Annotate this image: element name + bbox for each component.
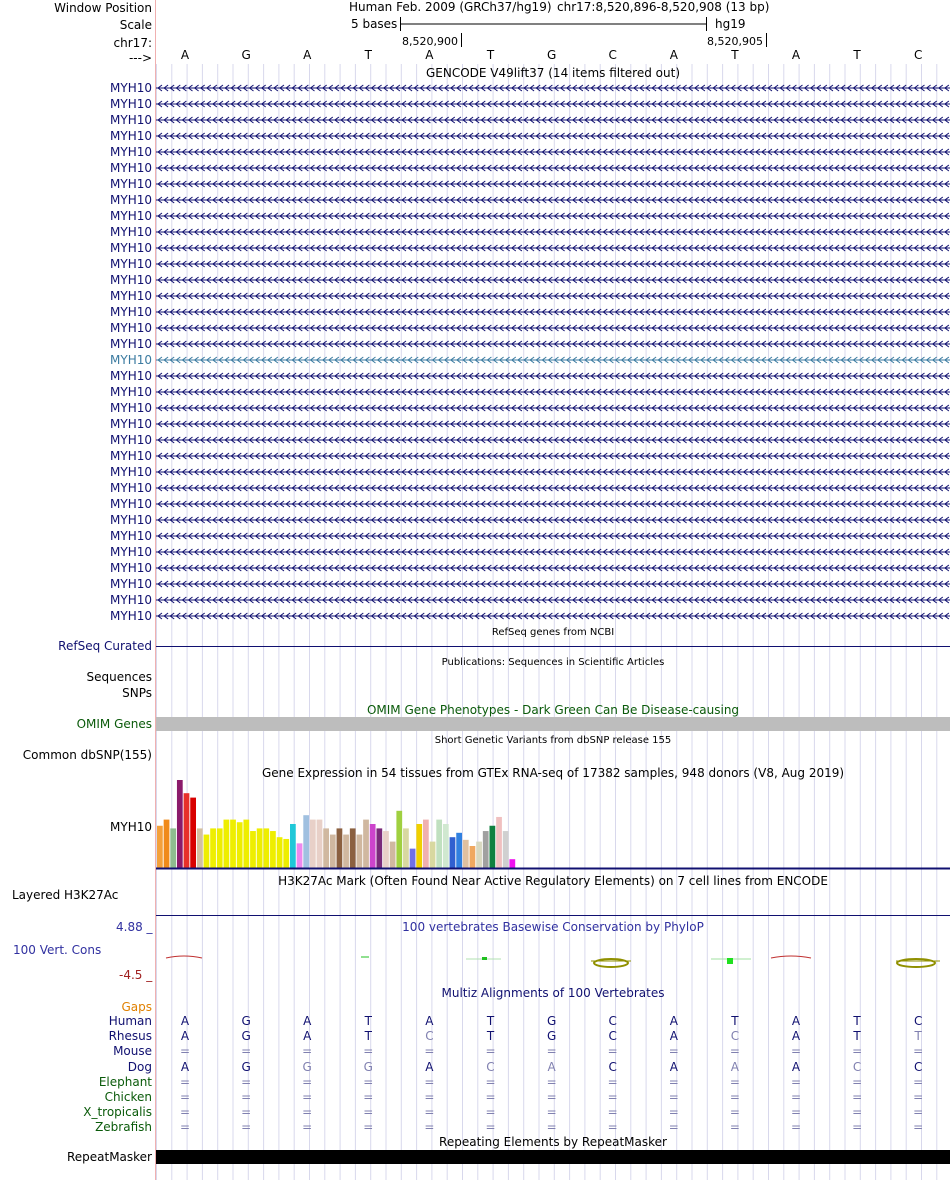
gtex-tissue-bar — [357, 835, 363, 868]
gencode-transcript-label[interactable]: MYH10 — [110, 209, 152, 223]
scale-bases-text: 5 bases — [351, 17, 398, 31]
aligned-base: A — [669, 1059, 678, 1074]
gencode-transcript-intron[interactable] — [156, 595, 950, 605]
coord-tick-1: 8,520,900 — [402, 35, 458, 48]
gencode-transcript-label[interactable]: MYH10 — [110, 417, 152, 431]
gtex-tissue-bar — [456, 833, 462, 868]
reference-base: T — [364, 48, 372, 62]
chrom-label: chr17: — [113, 36, 152, 50]
aligned-base: = — [241, 1074, 252, 1089]
gencode-transcript-intron[interactable] — [156, 579, 950, 589]
aligned-base: T — [364, 1029, 372, 1044]
gtex-tissue-bar — [257, 828, 263, 868]
dbsnp-track-label[interactable]: Common dbSNP(155) — [22, 748, 152, 762]
gtex-tissue-bar — [270, 831, 276, 868]
gtex-tissue-bar — [496, 817, 502, 868]
aligned-base: T — [486, 1014, 495, 1028]
gtex-tissue-bar — [263, 828, 269, 868]
aligned-base: = — [485, 1120, 496, 1135]
gencode-transcript-label[interactable]: MYH10 — [110, 177, 152, 191]
aligned-base: = — [607, 1120, 618, 1135]
multiz-track-title[interactable]: Multiz Alignments of 100 Vertebrates — [441, 986, 665, 1000]
multiz-gaps-label[interactable]: Gaps — [121, 1000, 152, 1014]
gtex-tissue-bar — [483, 831, 489, 868]
aligned-base: G — [302, 1059, 312, 1074]
db-text: hg19 — [715, 17, 746, 31]
h3k27ac-baseline — [156, 915, 950, 916]
gencode-transcript-intron[interactable] — [156, 115, 950, 125]
publications-sequences-label[interactable]: Sequences — [86, 670, 152, 684]
aligned-base: = — [424, 1074, 435, 1089]
aligned-base: A — [180, 1059, 190, 1074]
aligned-base: = — [913, 1120, 924, 1135]
gtex-tissue-bar — [503, 831, 509, 868]
aligned-base: = — [179, 1044, 191, 1059]
aligned-base: C — [608, 1059, 617, 1074]
reference-base: G — [546, 48, 557, 62]
gtex-tissue-bar — [403, 828, 409, 868]
gtex-tissue-bar — [243, 820, 249, 868]
multiz-species-label[interactable]: Rhesus — [108, 1029, 152, 1044]
reference-base: A — [791, 48, 801, 62]
reference-base: C — [608, 48, 617, 62]
reference-base: A — [425, 48, 434, 62]
aligned-base: = — [668, 1074, 679, 1089]
scale-bar — [398, 15, 710, 33]
gencode-transcript-label[interactable]: MYH10 — [110, 193, 152, 207]
dbsnp-track-title[interactable]: Short Genetic Variants from dbSNP release 155 — [434, 735, 672, 746]
gencode-transcript-label[interactable]: MYH10 — [110, 385, 152, 399]
gencode-transcript-label[interactable]: MYH10 — [110, 273, 152, 287]
gencode-transcript-label[interactable]: MYH10 — [110, 497, 152, 511]
aligned-base: C — [913, 1059, 923, 1074]
aligned-base: = — [546, 1090, 557, 1104]
gtex-tissue-bar — [423, 820, 429, 868]
aligned-base: A — [791, 1059, 801, 1074]
omim-track-title[interactable]: OMIM Gene Phenotypes - Dark Green Can Be Disease-causing — [366, 703, 740, 717]
aligned-base: = — [913, 1044, 924, 1059]
aligned-base: G — [363, 1059, 373, 1074]
phylop-positive-mark — [727, 958, 733, 964]
gtex-tissue-bar — [470, 846, 476, 868]
gtex-tissue-bar — [363, 820, 369, 868]
gtex-tissue-bar — [164, 820, 170, 868]
gencode-transcript-intron[interactable] — [156, 83, 950, 93]
aligned-base: A — [791, 1014, 801, 1028]
publications-snps-label[interactable]: SNPs — [122, 686, 152, 700]
reference-base: T — [486, 48, 495, 62]
aligned-base: C — [425, 1029, 434, 1044]
aligned-base: A — [303, 1029, 312, 1044]
gencode-transcript-intron[interactable] — [156, 419, 950, 429]
multiz-species-label[interactable]: Zebrafish — [95, 1120, 152, 1135]
reference-base: G — [241, 48, 251, 62]
aligned-base: = — [485, 1044, 496, 1059]
gencode-transcript-intron[interactable] — [156, 307, 950, 317]
gencode-transcript-label[interactable]: MYH10 — [110, 529, 152, 543]
gtex-tissue-bar — [277, 837, 283, 868]
reference-base: A — [669, 48, 678, 62]
refseq-track-title[interactable]: RefSeq genes from NCBI — [491, 627, 615, 638]
aligned-base: = — [546, 1105, 557, 1120]
gencode-transcript-intron[interactable] — [156, 371, 950, 381]
aligned-base: = — [790, 1044, 802, 1059]
gencode-transcript-label[interactable]: MYH10 — [110, 369, 152, 383]
aligned-base: T — [364, 1014, 372, 1028]
reference-base: T — [853, 48, 861, 62]
gencode-transcript-label[interactable]: MYH10 — [110, 513, 152, 527]
gtex-tissue-bar — [224, 820, 230, 868]
refseq-gene-line[interactable] — [156, 646, 950, 647]
gencode-transcript-intron[interactable] — [156, 611, 950, 621]
aligned-base: = — [179, 1105, 191, 1120]
gencode-transcript-intron[interactable] — [156, 499, 950, 509]
gencode-transcript-intron[interactable] — [156, 339, 950, 349]
aligned-base: = — [424, 1090, 435, 1104]
aligned-base: = — [363, 1090, 374, 1104]
gencode-transcript-label[interactable]: MYH10 — [110, 225, 152, 239]
aligned-base: = — [363, 1074, 374, 1089]
aligned-base: T — [914, 1029, 922, 1044]
aligned-base: G — [241, 1059, 251, 1074]
gtex-tissue-bar — [317, 820, 323, 868]
gencode-transcript-intron[interactable] — [156, 563, 950, 573]
aligned-base: G — [546, 1014, 557, 1028]
gtex-tissue-bar — [217, 828, 223, 868]
aligned-base: = — [913, 1105, 924, 1120]
gtex-tissue-bar — [476, 842, 482, 868]
gtex-tissue-bar — [157, 826, 163, 868]
omim-gene-bar[interactable] — [156, 717, 950, 731]
aligned-base: G — [546, 1029, 557, 1044]
position-text: chr17:8,520,896-8,520,908 (13 bp) — [557, 0, 770, 14]
gencode-transcript-intron[interactable] — [156, 243, 950, 253]
aligned-base: = — [852, 1090, 863, 1104]
gtex-tissue-bar — [190, 798, 196, 868]
phylop-conservation-glyphs — [156, 948, 950, 976]
gencode-transcript-label[interactable]: MYH10 — [110, 257, 152, 271]
aligned-base: = — [668, 1120, 679, 1135]
multiz-species-label[interactable]: Elephant — [98, 1074, 152, 1089]
gencode-transcript-label[interactable]: MYH10 — [110, 401, 152, 415]
aligned-base: T — [853, 1014, 861, 1028]
aligned-base: = — [179, 1090, 191, 1104]
gencode-transcript-intron[interactable] — [156, 387, 950, 397]
gtex-tissue-bar — [509, 859, 515, 868]
gencode-transcript-label[interactable]: MYH10 — [110, 321, 152, 335]
aligned-base: = — [241, 1044, 252, 1059]
aligned-base: = — [607, 1090, 618, 1104]
aligned-base: A — [425, 1014, 434, 1028]
gencode-transcript-intron[interactable] — [156, 467, 950, 477]
gtex-tissue-bar — [303, 815, 309, 868]
gtex-tissue-bar — [376, 828, 382, 868]
gtex-tissue-bar — [350, 828, 356, 868]
aligned-base: A — [180, 1029, 190, 1044]
aligned-base: = — [607, 1105, 618, 1120]
publications-track-title[interactable]: Publications: Sequences in Scientific Articles — [441, 657, 665, 668]
multiz-species-label[interactable]: Human — [108, 1014, 152, 1028]
aligned-base: C — [852, 1059, 862, 1074]
aligned-base: C — [913, 1014, 923, 1028]
gencode-track-title[interactable]: GENCODE V49lift37 (14 items filtered out) — [425, 66, 680, 80]
aligned-base: T — [731, 1014, 739, 1028]
gencode-transcript-intron[interactable] — [156, 275, 950, 285]
image-divider-line — [155, 0, 156, 1180]
aligned-base: C — [608, 1014, 617, 1028]
gencode-transcript-intron[interactable] — [156, 451, 950, 461]
aligned-base: = — [790, 1090, 802, 1104]
repeatmasker-track-label[interactable]: RepeatMasker — [66, 1150, 152, 1164]
gencode-transcript-label[interactable]: MYH10 — [110, 561, 152, 575]
phylop-track-label[interactable]: 100 Vert. Cons — [13, 943, 102, 957]
multiz-species-label[interactable]: X_tropicalis — [83, 1105, 152, 1120]
gencode-transcript-label[interactable]: MYH10 — [110, 449, 152, 463]
aligned-base: = — [363, 1120, 374, 1135]
gencode-transcript-intron[interactable] — [156, 195, 950, 205]
aligned-base: A — [303, 1014, 312, 1028]
gencode-transcript-label[interactable]: MYH10 — [110, 145, 152, 159]
gencode-transcript-intron[interactable] — [156, 227, 950, 237]
gencode-transcript-label[interactable]: MYH10 — [110, 337, 152, 351]
aligned-base: = — [852, 1044, 863, 1059]
gencode-transcript-label[interactable]: MYH10 — [110, 465, 152, 479]
aligned-base: G — [241, 1014, 251, 1028]
aligned-base: = — [607, 1074, 618, 1089]
gencode-transcript-intron[interactable] — [156, 547, 950, 557]
gtex-tissue-bar — [416, 824, 422, 868]
gtex-tissue-bar — [177, 780, 183, 868]
coord-tick-2: 8,520,905 — [707, 35, 763, 48]
gencode-transcript-label[interactable]: MYH10 — [110, 609, 152, 623]
aligned-base: = — [302, 1074, 313, 1089]
aligned-base: = — [485, 1090, 496, 1104]
gtex-tissue-bar — [330, 835, 336, 868]
gencode-transcript-label[interactable]: MYH10 — [110, 81, 152, 95]
aligned-base: C — [486, 1059, 495, 1074]
aligned-base: = — [363, 1105, 374, 1120]
aligned-base: = — [913, 1074, 924, 1089]
gencode-transcript-intron[interactable] — [156, 403, 950, 413]
aligned-base: = — [790, 1120, 802, 1135]
window-position-label: Window Position — [54, 1, 152, 15]
gencode-transcript-intron[interactable] — [156, 179, 950, 189]
gencode-transcript-label[interactable]: MYH10 — [110, 129, 152, 143]
refseq-track-label[interactable]: RefSeq Curated — [58, 639, 152, 653]
multiz-species-label[interactable]: Chicken — [104, 1090, 152, 1104]
aligned-base: = — [302, 1090, 313, 1104]
gtex-tissue-bar — [250, 831, 256, 868]
aligned-base: = — [302, 1120, 313, 1135]
gtex-tissue-bar — [197, 828, 203, 868]
gtex-tissue-bar — [343, 835, 349, 868]
aligned-base: = — [913, 1090, 924, 1104]
gtex-tissue-bar — [290, 824, 296, 868]
aligned-base: G — [241, 1029, 251, 1044]
multiz-species-label[interactable]: Mouse — [113, 1044, 152, 1059]
phylop-max-label: 4.88 _ — [116, 920, 153, 934]
phylop-mark — [897, 959, 935, 967]
aligned-base: = — [607, 1044, 618, 1059]
aligned-base: = — [790, 1105, 802, 1120]
aligned-base: = — [729, 1090, 740, 1104]
gencode-transcript-label[interactable]: MYH10 — [110, 545, 152, 559]
strand-toggle[interactable]: ---> — [128, 51, 152, 65]
aligned-base: = — [668, 1090, 679, 1104]
aligned-base: A — [730, 1059, 739, 1074]
assembly-title: Human Feb. 2009 (GRCh37/hg19) — [349, 0, 552, 14]
omim-track-label[interactable]: OMIM Genes — [76, 717, 152, 731]
gencode-transcript-label[interactable]: MYH10 — [110, 97, 152, 111]
gtex-tissue-bar — [310, 820, 316, 868]
aligned-base: = — [302, 1105, 313, 1120]
repeatmasker-element-bar[interactable] — [156, 1150, 950, 1164]
aligned-base: T — [486, 1029, 495, 1044]
gencode-transcript-intron[interactable] — [156, 323, 950, 333]
aligned-base: = — [179, 1074, 191, 1089]
aligned-base: = — [302, 1044, 313, 1059]
gtex-tissue-bar — [210, 828, 216, 868]
gencode-transcript-label[interactable]: MYH10 — [110, 481, 152, 495]
coord-tick-1-mark — [461, 33, 462, 47]
aligned-base: = — [546, 1074, 557, 1089]
gtex-tissue-bar — [370, 824, 376, 868]
aligned-base: = — [546, 1044, 557, 1059]
aligned-base: = — [668, 1044, 679, 1059]
multiz-species-label[interactable]: Dog — [127, 1059, 152, 1074]
gtex-expression-chart[interactable] — [156, 778, 950, 870]
gtex-track-title[interactable]: Gene Expression in 54 tissues from GTEx RNA-seq of 17382 samples, 948 donors (V8, Aug 2019) — [261, 766, 845, 780]
gencode-transcript-intron[interactable] — [156, 99, 950, 109]
gencode-transcript-label[interactable]: MYH10 — [110, 241, 152, 255]
aligned-base: = — [363, 1044, 374, 1059]
gtex-tissue-bar — [297, 843, 303, 868]
gencode-transcript-intron[interactable] — [156, 531, 950, 541]
phylop-mark — [594, 959, 628, 967]
gtex-tissue-bar — [443, 824, 449, 868]
coord-tick-2-mark — [766, 33, 767, 47]
gencode-transcript-intron[interactable] — [156, 515, 950, 525]
aligned-base: = — [241, 1090, 252, 1104]
gencode-transcript-label[interactable]: MYH10 — [110, 433, 152, 447]
gtex-tissue-bar — [184, 793, 190, 868]
gencode-transcript-intron[interactable] — [156, 259, 950, 269]
aligned-base: = — [485, 1074, 496, 1089]
gtex-tissue-bar — [396, 811, 402, 868]
scale-label: Scale — [119, 18, 152, 32]
phylop-positive-mark — [482, 957, 487, 960]
aligned-base: = — [424, 1044, 435, 1059]
gtex-tissue-bar — [283, 839, 289, 868]
gencode-transcript-label[interactable]: MYH10 — [110, 353, 152, 367]
gtex-tissue-bar — [450, 837, 456, 868]
aligned-base: = — [424, 1105, 435, 1120]
aligned-base: = — [241, 1120, 252, 1135]
gtex-tissue-bar — [490, 826, 496, 868]
reference-base: A — [303, 48, 312, 62]
phylop-negative-mark — [166, 956, 202, 958]
gencode-transcript-intron[interactable] — [156, 163, 950, 173]
gtex-tissue-bar — [230, 820, 236, 868]
aligned-base: A — [180, 1014, 190, 1028]
gtex-tissue-bar — [463, 840, 469, 868]
gencode-transcript-label[interactable]: MYH10 — [110, 593, 152, 607]
base-gridlines — [156, 0, 950, 1180]
gencode-transcript-intron[interactable] — [156, 211, 950, 221]
aligned-base: = — [729, 1120, 740, 1135]
aligned-base: = — [485, 1105, 496, 1120]
gtex-tissue-bar — [170, 828, 176, 868]
gencode-transcript-intron[interactable] — [156, 355, 950, 365]
gtex-track-label[interactable]: MYH10 — [110, 820, 152, 834]
gencode-transcript-label[interactable]: MYH10 — [110, 305, 152, 319]
aligned-base: A — [547, 1059, 556, 1074]
aligned-base: = — [852, 1120, 863, 1135]
aligned-base: A — [669, 1029, 678, 1044]
aligned-base: A — [669, 1014, 678, 1028]
aligned-base: C — [608, 1029, 617, 1044]
aligned-base: = — [546, 1120, 557, 1135]
gencode-transcript-intron[interactable] — [156, 131, 950, 141]
gencode-transcript-label[interactable]: MYH10 — [110, 113, 152, 127]
aligned-base: A — [425, 1059, 434, 1074]
gtex-tissue-bar — [430, 842, 436, 868]
gtex-tissue-bar — [337, 828, 343, 868]
gtex-tissue-bar — [237, 822, 243, 868]
aligned-base: = — [241, 1105, 252, 1120]
aligned-base: = — [179, 1120, 191, 1135]
aligned-base: = — [668, 1105, 679, 1120]
phylop-track-title[interactable]: 100 vertebrates Basewise Conservation by PhyloP — [402, 920, 704, 934]
aligned-base: = — [424, 1120, 435, 1135]
gencode-transcript-label[interactable]: MYH10 — [110, 161, 152, 175]
aligned-base: = — [729, 1074, 740, 1089]
aligned-base: A — [791, 1029, 801, 1044]
gencode-transcript-intron[interactable] — [156, 291, 950, 301]
gencode-transcript-label[interactable]: MYH10 — [110, 289, 152, 303]
gtex-tissue-bar — [383, 831, 389, 868]
repeatmasker-track-title[interactable]: Repeating Elements by RepeatMasker — [439, 1135, 667, 1149]
gencode-transcript-intron[interactable] — [156, 147, 950, 157]
gtex-tissue-bar — [323, 828, 329, 868]
aligned-base: C — [730, 1029, 740, 1044]
reference-base: A — [180, 48, 190, 62]
reference-base: C — [913, 48, 923, 62]
h3k27ac-track-title[interactable]: H3K27Ac Mark (Often Found Near Active Regulatory Elements) on 7 cell lines from ENCODE — [278, 874, 828, 888]
phylop-negative-mark — [771, 956, 811, 958]
aligned-base: T — [853, 1029, 861, 1044]
aligned-base: = — [852, 1074, 863, 1089]
h3k27ac-track-label[interactable]: Layered H3K27Ac — [12, 888, 119, 902]
gtex-tissue-bar — [436, 820, 442, 868]
aligned-base: = — [852, 1105, 863, 1120]
phylop-min-label: -4.5 _ — [119, 968, 153, 982]
aligned-base: = — [729, 1044, 740, 1059]
gtex-tissue-bar — [410, 849, 416, 868]
reference-base: T — [731, 48, 739, 62]
gencode-transcript-intron[interactable] — [156, 435, 950, 445]
gencode-transcript-label[interactable]: MYH10 — [110, 577, 152, 591]
aligned-base: = — [790, 1074, 802, 1089]
gtex-tissue-bar — [390, 842, 396, 868]
gencode-transcript-intron[interactable] — [156, 483, 950, 493]
aligned-base: = — [729, 1105, 740, 1120]
gtex-tissue-bar — [204, 835, 210, 868]
